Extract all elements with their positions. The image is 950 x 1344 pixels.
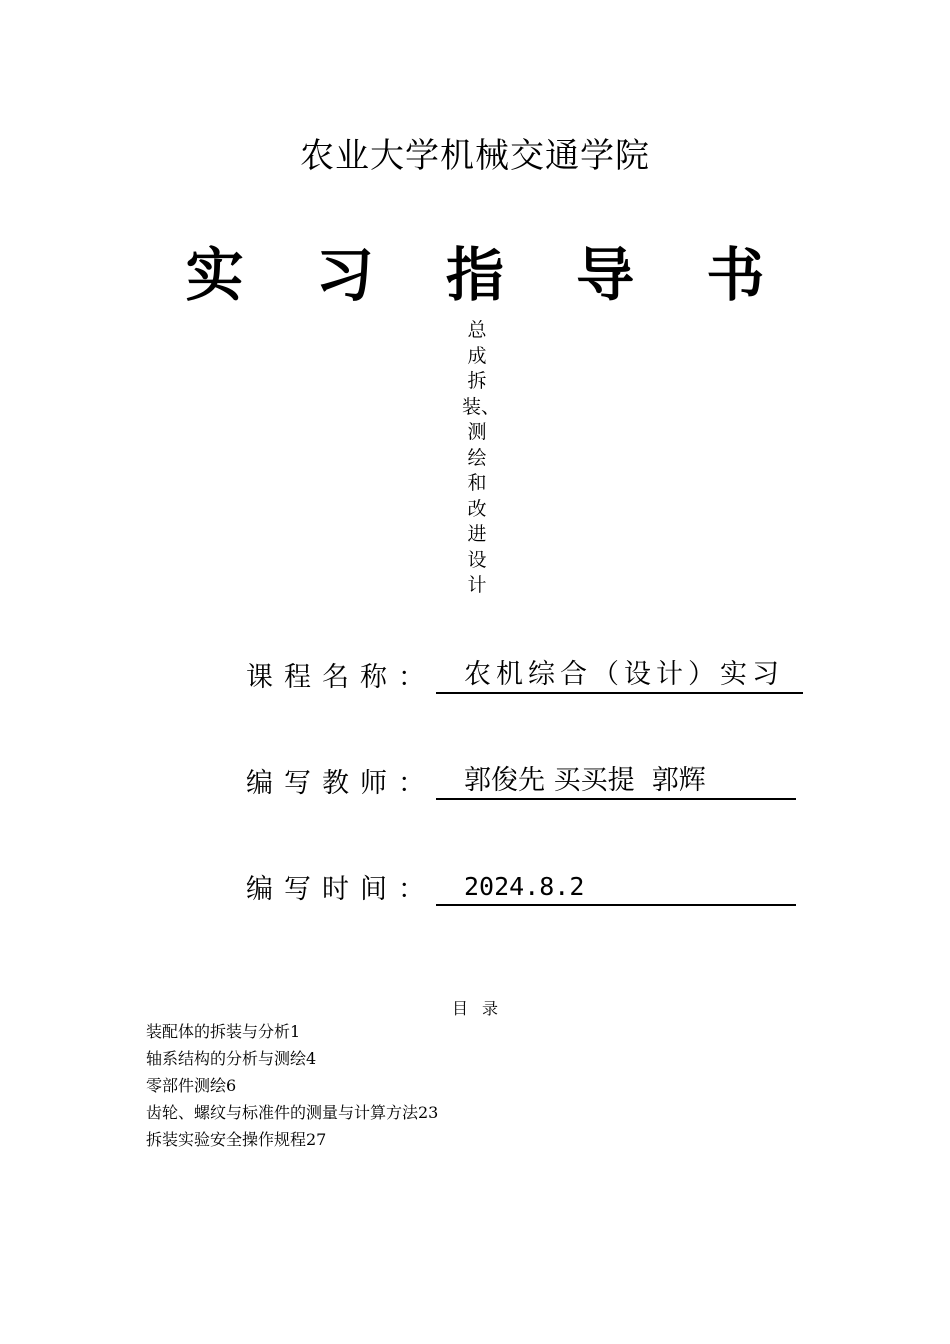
toc-item[interactable]: 轴系结构的分析与测绘4	[146, 1049, 317, 1068]
vertical-subtitle: 总成拆装、测绘和改进设计	[462, 319, 501, 596]
toc-item[interactable]: 齿轮、螺纹与标准件的测量与计算方法23	[146, 1103, 439, 1122]
date-row	[246, 866, 796, 906]
table-of-contents	[146, 1018, 438, 1153]
author-row	[246, 760, 796, 800]
course-name-label: 课程名称：	[246, 662, 436, 693]
document-title: 实 习 指 导 书	[185, 241, 791, 309]
toc-title: 目录	[451, 999, 512, 1018]
date-label: 编写时间：	[246, 874, 436, 905]
toc-item[interactable]: 拆装实验安全操作规程27	[146, 1130, 327, 1149]
course-name-row	[246, 654, 803, 694]
school-name: 农业大学机械交通学院	[300, 136, 650, 176]
toc-item[interactable]: 装配体的拆装与分析1	[146, 1022, 301, 1041]
author-label: 编写教师：	[246, 768, 436, 799]
toc-item[interactable]: 零部件测绘6	[146, 1076, 237, 1095]
author-value: 郭俊先 买买提 郭辉	[436, 764, 796, 800]
date-value: 2024.8.2	[436, 870, 796, 906]
course-name-value: 农机综合（设计）实习	[436, 658, 803, 694]
